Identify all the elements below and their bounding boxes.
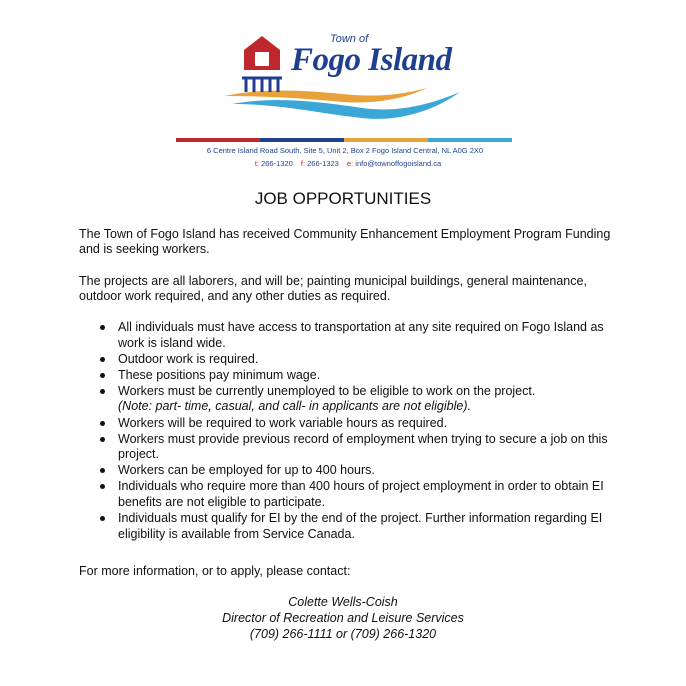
fax-value: 266-1323 bbox=[307, 159, 339, 168]
color-bar-segment bbox=[428, 138, 512, 142]
contact-line bbox=[150, 159, 540, 168]
bullet-icon bbox=[100, 325, 105, 330]
list-item bbox=[100, 416, 620, 432]
list-item-text: Workers must provide previous record of employment when trying to secure a job on this project. bbox=[118, 431, 608, 462]
contact-role: Director of Recreation and Leisure Services bbox=[222, 611, 464, 625]
bullet-icon bbox=[100, 437, 105, 442]
list-item-text: Outdoor work is required. bbox=[118, 351, 259, 366]
bullet-icon bbox=[100, 421, 105, 426]
list-item bbox=[100, 368, 620, 384]
bullet-icon bbox=[100, 373, 105, 378]
list-item bbox=[100, 432, 620, 463]
color-bar-segment bbox=[344, 138, 428, 142]
list-item-note: (Note: part- time, casual, and call- in applicants are not eligible). bbox=[118, 399, 471, 414]
list-item bbox=[100, 463, 620, 479]
bullet-icon bbox=[100, 516, 105, 521]
list-item-text: Individuals who require more than 400 hours of project employment in order to obtain EI benefits are not eligible to participate. bbox=[118, 479, 604, 510]
intro-paragraph: The Town of Fogo Island has received Community Enhancement Employment Program Funding and is seeking workers. bbox=[79, 227, 611, 256]
logo-stilts bbox=[242, 78, 282, 92]
list-item bbox=[100, 479, 620, 510]
list-item bbox=[100, 320, 620, 351]
contact-intro: For more information, or to apply, please contact: bbox=[79, 564, 351, 578]
logo-name-text: Fogo Island bbox=[291, 42, 452, 78]
bullet-icon bbox=[100, 484, 105, 489]
email-link[interactable]: info@townoffogoisland.ca bbox=[355, 159, 442, 168]
list-item-text: Individuals must qualify for EI by the end of the project. Further information regarding EI eligibility is available from Service Canada. bbox=[118, 511, 603, 541]
bullet-icon bbox=[100, 389, 105, 394]
logo-house-window bbox=[255, 52, 269, 66]
list-item bbox=[100, 384, 620, 415]
tel-label: t: bbox=[254, 159, 259, 168]
requirements-list bbox=[100, 320, 620, 543]
list-item bbox=[100, 352, 620, 368]
bullet-icon bbox=[100, 357, 105, 362]
contact-phones: (709) 266-1111 or (709) 266-1320 bbox=[249, 627, 437, 641]
contact-name: Colette Wells-Coish bbox=[288, 595, 398, 609]
list-item-text: Workers must be currently unemployed to be eligible to work on the project. bbox=[118, 383, 536, 398]
email-label: e: bbox=[346, 159, 354, 168]
list-item-text: These positions pay minimum wage. bbox=[118, 367, 321, 382]
address-line: 6 Centre Island Road South, Site 5, Unit 2, Box 2 Fogo Island Central, NL A0G 2X0 bbox=[206, 146, 484, 155]
header-color-bar bbox=[176, 138, 512, 142]
list-item-text: All individuals must have access to transportation at any site required on Fogo Island as work is island wide. bbox=[118, 320, 604, 350]
projects-paragraph: The projects are all laborers, and will be; painting municipal buildings, general maintenance, outdoor work required, and any other duties as required. bbox=[79, 274, 587, 303]
list-item bbox=[100, 511, 620, 542]
list-item-text: Workers can be employed for up to 400 hours. bbox=[118, 463, 375, 478]
color-bar-segment bbox=[176, 138, 260, 142]
logo-town-text: Town of bbox=[330, 33, 369, 45]
tel-value: 266-1320 bbox=[261, 159, 293, 168]
page-title: JOB OPPORTUNITIES bbox=[254, 189, 432, 208]
bullet-icon bbox=[100, 468, 105, 473]
color-bar-segment bbox=[260, 138, 344, 142]
list-item-text: Workers will be required to work variable hours as required. bbox=[118, 415, 448, 430]
fax-label: f: bbox=[300, 159, 306, 168]
